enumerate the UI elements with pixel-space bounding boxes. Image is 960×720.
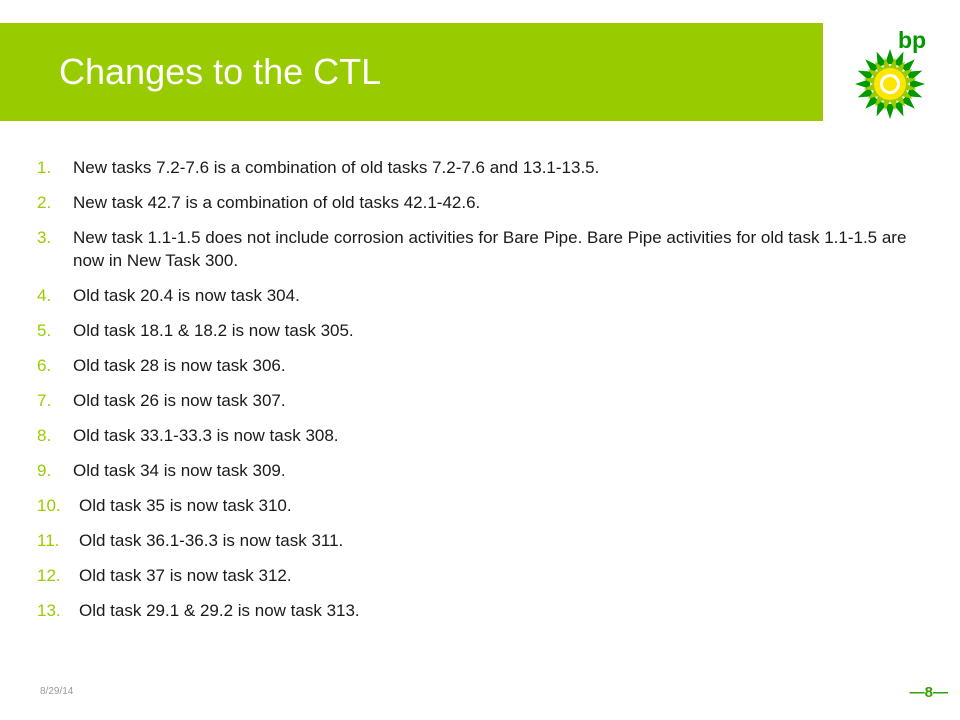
- item-number: 2.: [37, 193, 52, 212]
- item-number: 10.: [37, 496, 61, 515]
- slide-title: Changes to the CTL: [59, 51, 382, 92]
- list-item: [37, 494, 917, 517]
- item-text: Old task 35 is now task 310.: [79, 496, 292, 515]
- item-text: Old task 26 is now task 307.: [73, 391, 286, 410]
- list-item: [37, 599, 917, 622]
- list-item: [37, 564, 917, 587]
- page-number: —8—: [909, 684, 948, 701]
- list-item: [37, 226, 917, 272]
- slide-date: 8/29/14: [40, 686, 74, 697]
- item-number: 12.: [37, 566, 61, 585]
- item-number: 13.: [37, 601, 61, 620]
- list-item: [37, 424, 917, 447]
- item-text: Old task 28 is now task 306.: [73, 356, 286, 375]
- item-number: 9.: [37, 461, 52, 480]
- title-bar: [0, 23, 823, 121]
- helios-icon: [854, 48, 926, 120]
- list-item: [37, 319, 917, 342]
- item-number: 3.: [37, 228, 52, 247]
- item-text: Old task 34 is now task 309.: [73, 461, 286, 480]
- change-list: [37, 156, 917, 622]
- bp-wordmark: bp: [898, 27, 927, 53]
- item-text: Old task 29.1 & 29.2 is now task 313.: [79, 601, 360, 620]
- item-text: New tasks 7.2-7.6 is a combination of old tasks 7.2-7.6 and 13.1-13.5.: [73, 158, 600, 177]
- item-text: Old task 36.1-36.3 is now task 311.: [79, 531, 344, 550]
- list-item: [37, 191, 917, 214]
- item-number: 11.: [37, 531, 60, 550]
- item-number: 4.: [37, 286, 52, 305]
- list-item: [37, 284, 917, 307]
- list-item: [37, 354, 917, 377]
- item-text: Old task 33.1-33.3 is now task 308.: [73, 426, 339, 445]
- item-number: 8.: [37, 426, 52, 445]
- item-number: 1.: [37, 158, 52, 177]
- item-text: Old task 37 is now task 312.: [79, 566, 292, 585]
- bp-logo: [850, 26, 934, 122]
- item-text: New task 42.7 is a combination of old tasks 42.1-42.6.: [73, 193, 481, 212]
- item-text: Old task 18.1 & 18.2 is now task 305.: [73, 321, 354, 340]
- list-item: [37, 156, 917, 179]
- item-text: New task 1.1-1.5 does not include corrosion activities for Bare Pipe. Bare Pipe activities for old task 1.1-1.5 are now in New Task 300.: [73, 228, 907, 270]
- item-number: 6.: [37, 356, 52, 375]
- list-item: [37, 389, 917, 412]
- item-number: 7.: [37, 391, 52, 410]
- list-item: [37, 529, 917, 552]
- item-text: Old task 20.4 is now task 304.: [73, 286, 300, 305]
- item-number: 5.: [37, 321, 52, 340]
- list-item: [37, 459, 917, 482]
